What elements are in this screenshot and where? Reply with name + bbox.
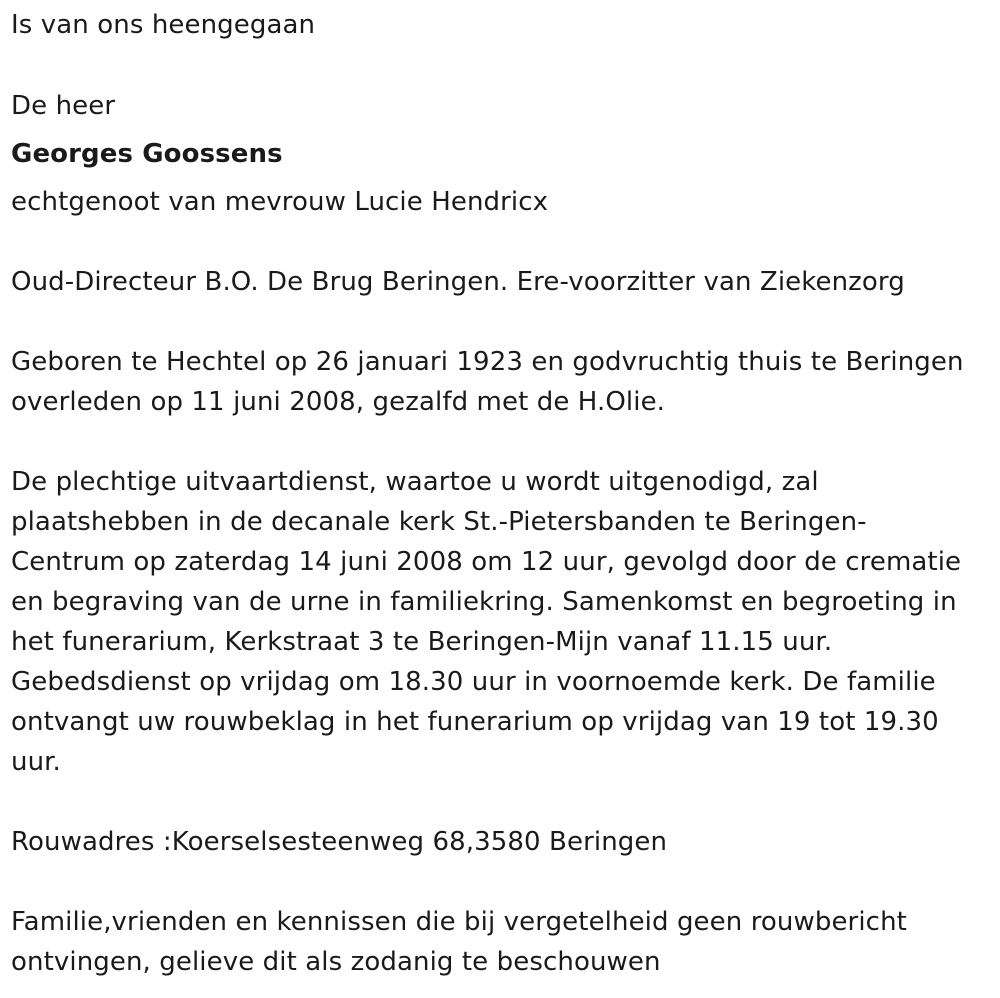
title-prefix: De heer xyxy=(11,91,116,121)
birth-death-line-1: Geboren te Hechtel op 26 januari 1923 en godvruchtig thuis te Beringen xyxy=(11,347,964,377)
intro-text: Is van ons heengegaan xyxy=(11,10,316,40)
deceased-name: Georges Goossens xyxy=(11,139,283,169)
service-line-5: het funerarium, Kerkstraat 3 te Beringen-Mijn vanaf 11.15 uur. xyxy=(11,627,833,657)
service-line-6: Gebedsdienst op vrijdag om 18.30 uur in voornoemde kerk. De familie xyxy=(11,667,936,697)
service-line-8: uur. xyxy=(11,747,61,777)
service-line-7: ontvangt uw rouwbeklag in het funerarium op vrijdag van 19 tot 19.30 xyxy=(11,707,939,737)
closing-line-2: ontvingen, gelieve dit als zodanig te beschouwen xyxy=(11,947,661,977)
service-line-2: plaatshebben in de decanale kerk St.-Pietersbanden te Beringen- xyxy=(11,507,867,537)
birth-death-line-2: overleden op 11 juni 2008, gezalfd met de H.Olie. xyxy=(11,387,666,417)
roles-line: Oud-Directeur B.O. De Brug Beringen. Ere-voorzitter van Ziekenzorg xyxy=(11,267,905,297)
mourning-address: Rouwadres :Koerselsesteenweg 68,3580 Beringen xyxy=(11,827,668,857)
service-line-3: Centrum op zaterdag 14 juni 2008 om 12 uur, gevolgd door de crematie xyxy=(11,547,962,577)
service-line-4: en begraving van de urne in familiekring. Samenkomst en begroeting in xyxy=(11,587,957,617)
spouse-line: echtgenoot van mevrouw Lucie Hendricx xyxy=(11,187,549,217)
closing-line-1: Familie,vrienden en kennissen die bij vergetelheid geen rouwbericht xyxy=(11,907,907,937)
service-line-1: De plechtige uitvaartdienst, waartoe u wordt uitgenodigd, zal xyxy=(11,467,819,497)
